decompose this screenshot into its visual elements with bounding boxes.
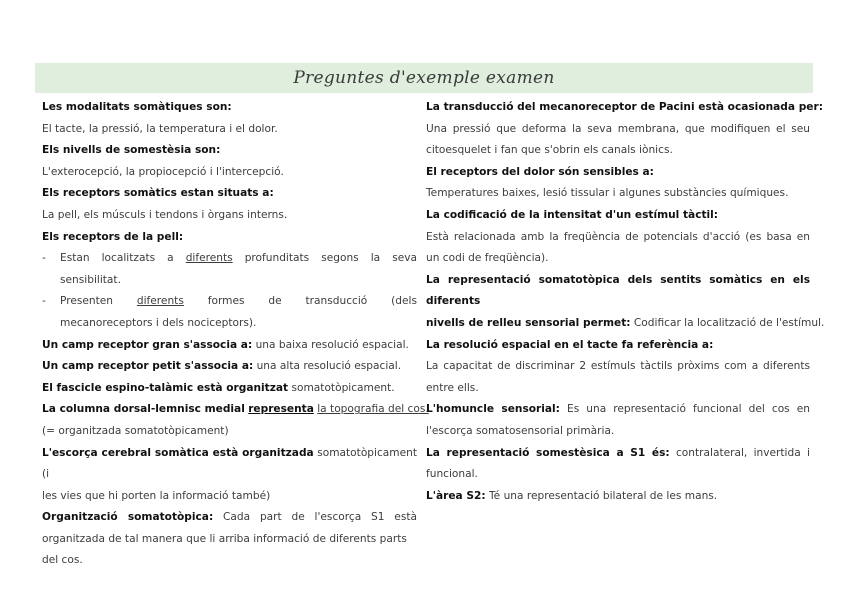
answer-columna-dorsal-note: (= organitzada somatotòpicament) <box>42 424 229 437</box>
list-item <box>42 291 417 334</box>
bullet-text: formes de transducció (dels <box>207 295 418 308</box>
answer-escorca: somatotòpicament (i <box>42 446 417 481</box>
question-resolucio: La resolució espacial en el tacte fa referència a: <box>426 338 714 351</box>
answer-codificacio-line2: un codi de freqüència). <box>426 252 549 265</box>
question-pacini: La transducció del mecanoreceptor de Pacini està ocasionada per: <box>426 101 823 113</box>
answer-organitzacio-line2: organitzada de tal manera que li arriba informació de diferents parts <box>42 532 407 545</box>
answer-s1: contralateral, invertida i <box>675 446 811 459</box>
left-column <box>42 97 429 572</box>
right-column <box>426 97 825 507</box>
answer-pacini-line2: citoesquelet i fan que s'obrin els canals iònics. <box>426 144 673 157</box>
answer-resolucio-line1: La capacitat de discriminar 2 estímuls tàctils pròxims com a diferents <box>426 360 810 373</box>
bullet-dash: - <box>42 295 46 308</box>
answer-homuncle: Es una representació funcional del cos en <box>567 403 810 416</box>
title-banner <box>35 63 813 93</box>
question-codificacio: La codificació de la intensitat d'un estímul tàctil: <box>426 208 719 221</box>
question-receptors-pell: Els receptors de la pell: <box>42 230 184 243</box>
page-title: Preguntes d'exemple examen <box>293 68 555 88</box>
answer-columna-dorsal: la topografia del cos. <box>317 403 429 416</box>
underlined-word: representa <box>248 403 314 416</box>
answer-homuncle-line2: l'escorça somatosensorial primària. <box>426 424 615 437</box>
list-item <box>42 248 417 291</box>
question-representacio: La representació somatotòpica dels sentits somàtics en els diferents <box>426 273 810 308</box>
underlined-word: diferents <box>185 252 233 265</box>
answer-nivells: L'exterocepció, la propiocepció i l'intercepció. <box>42 165 284 178</box>
question-camp-petit: Un camp receptor petit s'associa a: <box>42 360 254 373</box>
question-receptors-situats: Els receptors somàtics estan situats a: <box>42 187 274 200</box>
question-s1: La representació somestèsica a S1 és: <box>426 446 670 459</box>
answer-s1-line2: funcional. <box>426 468 478 481</box>
bullet-dash: - <box>42 252 46 265</box>
question-fascicle: El fascicle espino-talàmic està organitzat <box>42 381 289 394</box>
bullet-text: mecanoreceptors i dels nociceptors). <box>60 316 257 329</box>
question-dolor: El receptors del dolor són sensibles a: <box>426 165 654 178</box>
answer-resolucio-line2: entre ells. <box>426 381 479 394</box>
bullet-text: profunditats segons la seva <box>244 252 417 265</box>
bullet-text: Presenten <box>60 295 113 308</box>
answer-organitzacio: Cada part de l'escorça S1 està <box>223 511 417 524</box>
answer-s2: Té una representació bilateral de les mans. <box>489 489 718 502</box>
underlined-word: diferents <box>136 295 184 308</box>
question-modalitats: Les modalitats somàtiques son: <box>42 101 232 113</box>
bullet-text: sensibilitat. <box>60 273 121 286</box>
answer-escorca-note: les vies que hi porten la informació també) <box>42 489 271 502</box>
question-organitzacio: Organització somatotòpica: <box>42 511 214 524</box>
question-escorca: L'escorça cerebral somàtica està organitzada <box>42 446 314 459</box>
answer-fascicle: somatotòpicament. <box>291 381 395 394</box>
question-nivells: Els nivells de somestèsia son: <box>42 144 221 157</box>
answer-organitzacio-line3: del cos. <box>42 554 83 567</box>
bullet-text: Estan localitzats a <box>60 252 174 265</box>
answer-dolor: Temperatures baixes, lesió tissular i algunes substàncies químiques. <box>426 187 789 200</box>
question-homuncle: L'homuncle sensorial: <box>426 403 560 416</box>
answer-camp-gran: una baixa resolució espacial. <box>255 338 409 351</box>
question-camp-gran: Un camp receptor gran s'associa a: <box>42 338 253 351</box>
answer-camp-petit: una alta resolució espacial. <box>256 360 402 373</box>
question-s2: L'àrea S2: <box>426 489 486 502</box>
question-columna-dorsal: La columna dorsal-lemnisc medial <box>42 403 245 416</box>
answer-receptors-situats: La pell, els músculs i tendons i òrgans interns. <box>42 208 288 221</box>
answer-representacio: Codificar la localització de l'estímul. <box>633 316 825 329</box>
question-representacio-line2: nivells de relleu sensorial permet: <box>426 316 631 329</box>
answer-codificacio-line1: Està relacionada amb la freqüència de potencials d'acció (es basa en <box>426 230 810 243</box>
answer-pacini-line1: Una pressió que deforma la seva membrana, que modifiquen el seu <box>426 122 810 135</box>
answer-modalitats: El tacte, la pressió, la temperatura i el dolor. <box>42 122 278 135</box>
